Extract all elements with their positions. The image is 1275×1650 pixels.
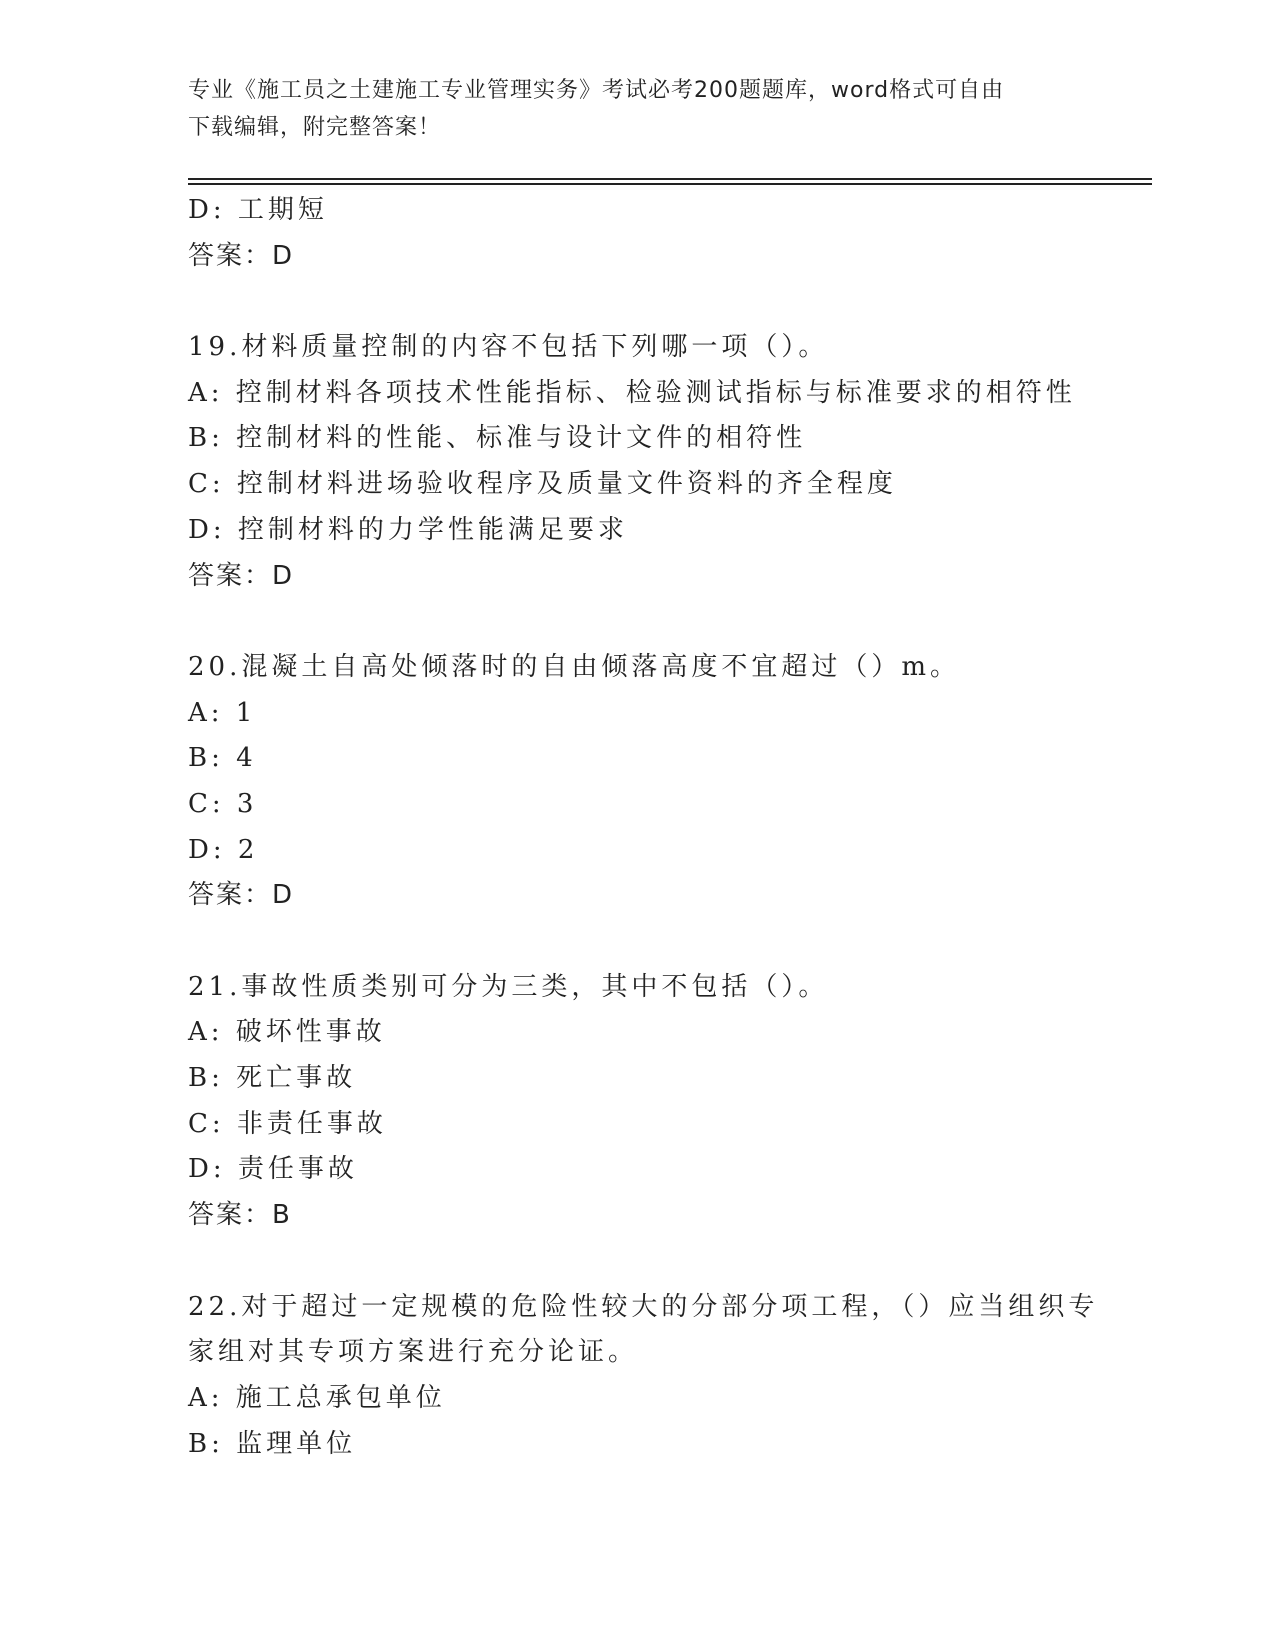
header-line-2: 下载编辑，附完整答案！ xyxy=(188,115,442,140)
option-b: B: 监理单位 xyxy=(188,1428,357,1459)
option-d: D: 工期短 xyxy=(188,195,328,225)
question-stem: 20.混凝土自高处倾落时的自由倾落高度不宜超过（）m。 xyxy=(188,651,961,682)
answer-line: 答案：D xyxy=(188,560,295,591)
option-b: B: 控制材料的性能、标准与设计文件的相符性 xyxy=(188,423,807,454)
answer-line: 答案：B xyxy=(188,1200,292,1231)
spacer xyxy=(188,1239,1152,1285)
option-a: A: 破坏性事故 xyxy=(188,1017,386,1048)
document-header xyxy=(188,72,1068,146)
option-a: A: 1 xyxy=(188,697,257,728)
spacer xyxy=(188,279,1152,325)
header-divider-bottom xyxy=(188,183,1152,185)
spacer xyxy=(188,919,1152,965)
answer-line: 答案：D xyxy=(188,880,295,911)
option-d: D: 控制材料的力学性能满足要求 xyxy=(188,514,628,545)
spacer xyxy=(188,599,1152,645)
option-c: C: 3 xyxy=(188,788,258,819)
question-stem-continued: 家组对其专项方案进行充分论证。 xyxy=(188,1337,639,1368)
header-divider-top xyxy=(188,178,1152,180)
option-a: A: 施工总承包单位 xyxy=(188,1382,446,1413)
option-b: B: 死亡事故 xyxy=(188,1063,357,1094)
answer-line: 答案：D xyxy=(188,240,295,271)
option-d: D: 责任事故 xyxy=(188,1154,358,1185)
question-stem: 19.材料质量控制的内容不包括下列哪一项（）。 xyxy=(188,332,829,363)
header-line-1: 专业《施工员之土建施工专业管理实务》考试必考200题题库，word格式可自由 xyxy=(188,78,1005,103)
question-stem: 21.事故性质类别可分为三类，其中不包括（）。 xyxy=(188,971,829,1002)
option-d: D: 2 xyxy=(188,834,259,865)
question-stem: 22.对于超过一定规模的危险性较大的分部分项工程，（）应当组织专 xyxy=(188,1291,1099,1322)
option-c: C: 非责任事故 xyxy=(188,1108,387,1139)
option-b: B: 4 xyxy=(188,743,257,774)
option-a: A: 控制材料各项技术性能指标、检验测试指标与标准要求的相符性 xyxy=(188,377,1076,408)
option-c: C: 控制材料进场验收程序及质量文件资料的齐全程度 xyxy=(188,469,897,500)
question-list xyxy=(188,188,1152,1467)
